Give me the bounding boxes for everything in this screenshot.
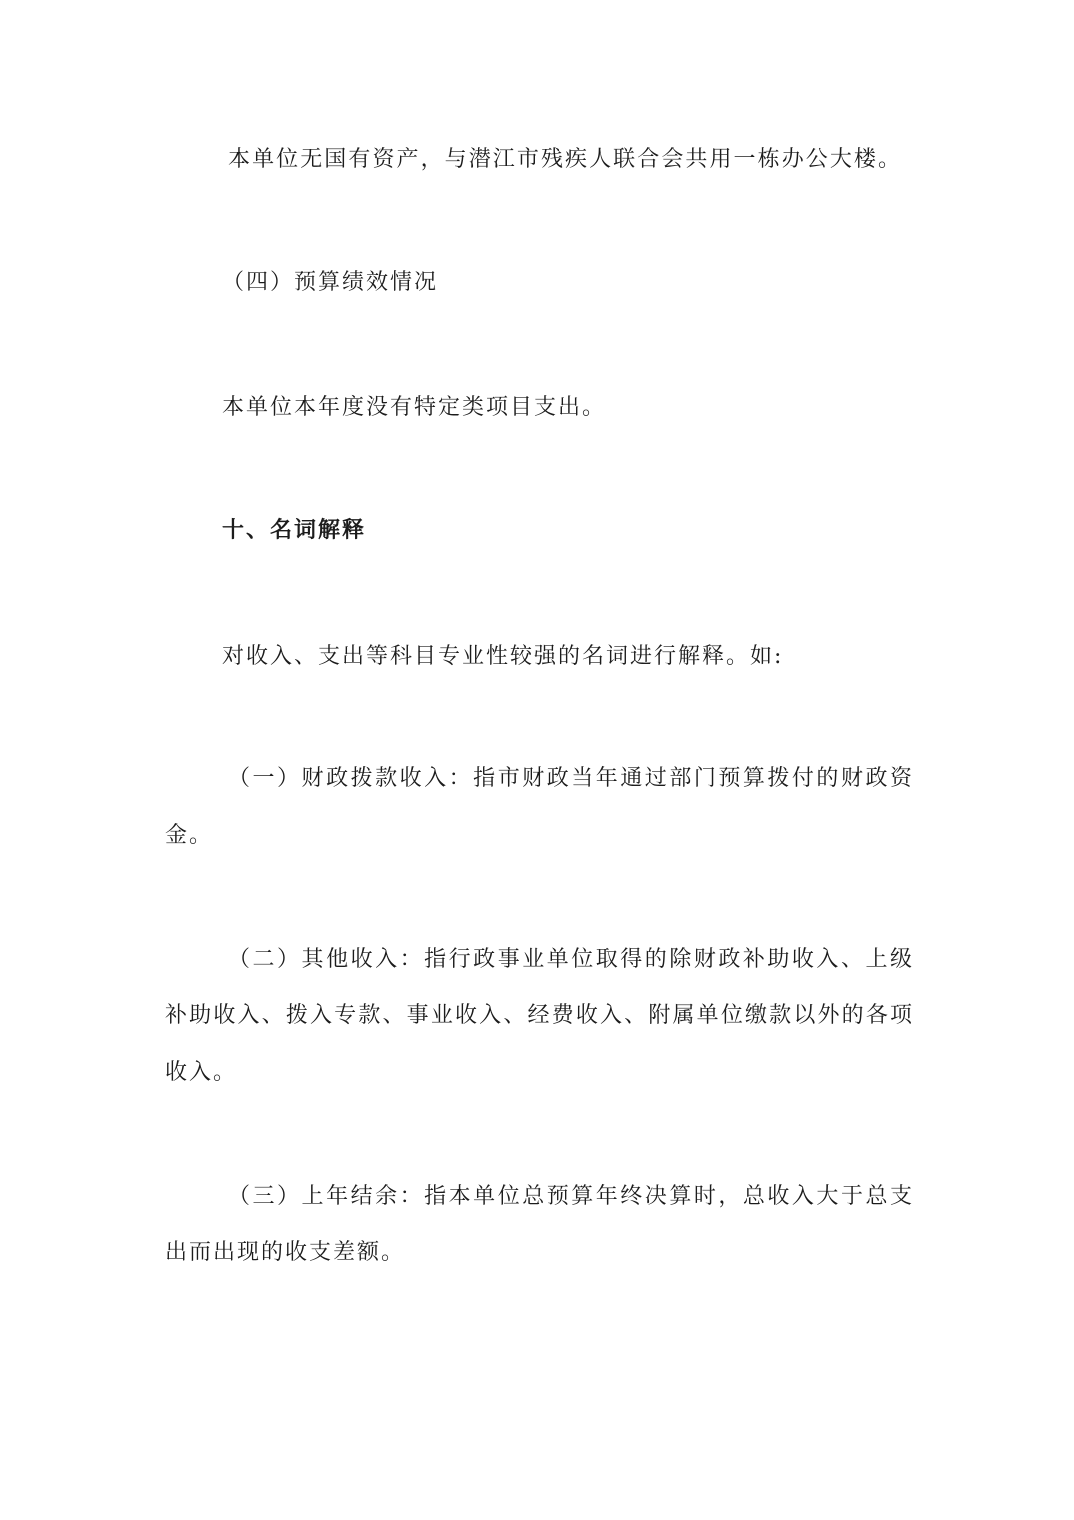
chapter-heading-glossary: 十、名词解释 [222, 518, 367, 543]
section-heading-budget-performance: （四）预算绩效情况 [222, 270, 439, 295]
paragraph-line: （一）财政拨款收入：指市财政当年通过部门预算拨付的财政资 [228, 766, 912, 791]
paragraph-line: 补助收入、拨入专款、事业收入、经费收入、附属单位缴款以外的各项 [165, 1003, 912, 1028]
paragraph-line: 收入。 [165, 1060, 238, 1085]
paragraph-line: 出而出现的收支差额。 [165, 1240, 406, 1265]
paragraph-glossary-intro: 对收入、支出等科目专业性较强的名词进行解释。如: [222, 644, 784, 669]
paragraph-line: （二）其他收入：指行政事业单位取得的除财政补助收入、上级 [228, 947, 912, 972]
paragraph-line: 金。 [165, 823, 214, 848]
paragraph-line: （三）上年结余：指本单位总预算年终决算时，总收入大于总支 [228, 1184, 912, 1209]
paragraph-state-assets: 本单位无国有资产，与潜江市残疾人联合会共用一栋办公大楼。 [228, 147, 900, 172]
paragraph-no-specific-projects: 本单位本年度没有特定类项目支出。 [222, 395, 607, 420]
